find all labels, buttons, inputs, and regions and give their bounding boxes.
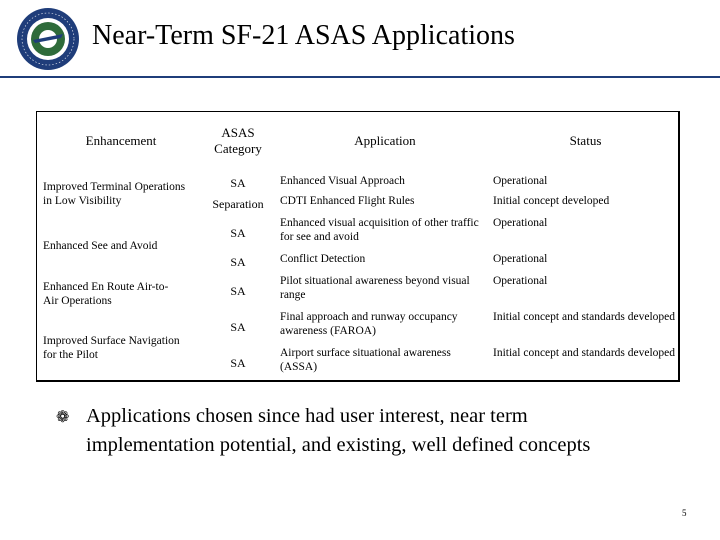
faa-seal-icon bbox=[15, 6, 81, 72]
application-cell: Airport surface situational awareness (ASSA) bbox=[280, 347, 451, 373]
faa-logo bbox=[15, 6, 81, 72]
application-cell: Final approach and runway occupancy awareness (FAROA) bbox=[280, 311, 458, 337]
category-cell: Separation bbox=[212, 197, 264, 211]
status-cell: Initial concept developed bbox=[493, 195, 610, 207]
page-number: 5 bbox=[682, 508, 687, 518]
category-cell: SA bbox=[230, 226, 246, 240]
application-cell: Enhanced visual acquisition of other traffic for see and avoid bbox=[280, 217, 479, 243]
status-cell: Operational bbox=[493, 275, 548, 287]
header-asas-category: ASAS Category bbox=[214, 125, 262, 156]
category-cell: SA bbox=[230, 356, 246, 370]
status-cell: Operational bbox=[493, 217, 548, 229]
enhancement-see-and-avoid: Enhanced See and Avoid bbox=[43, 240, 158, 252]
table-row bbox=[37, 250, 678, 272]
header-enhancement: Enhancement bbox=[85, 133, 157, 148]
application-cell: CDTI Enhanced Flight Rules bbox=[280, 195, 415, 207]
application-cell: Conflict Detection bbox=[280, 253, 366, 265]
q-bullet-icon: ❁ bbox=[56, 407, 70, 426]
bullet-text: Applications chosen since had user interest, near term implementation potential, and existing, well defined concepts bbox=[86, 405, 591, 456]
status-cell: Operational bbox=[493, 175, 548, 187]
page-title: Near-Term SF-21 ASAS Applications bbox=[92, 20, 515, 51]
title-divider bbox=[0, 76, 720, 78]
status-cell: Operational bbox=[493, 253, 548, 265]
status-cell: Initial concept and standards developed bbox=[493, 311, 676, 323]
bullet-point bbox=[56, 402, 656, 460]
header-application: Application bbox=[354, 133, 416, 148]
category-cell: SA bbox=[230, 284, 246, 298]
header-status: Status bbox=[569, 133, 602, 148]
enhancement-en-route: Enhanced En Route Air-to-Air Operations bbox=[43, 281, 169, 307]
category-cell: SA bbox=[230, 320, 246, 334]
enhancement-terminal-ops: Improved Terminal Operations in Low Visibility bbox=[43, 181, 186, 207]
application-cell: Pilot situational awareness beyond visual range bbox=[280, 275, 470, 301]
application-cell: Enhanced Visual Approach bbox=[280, 175, 405, 187]
applications-table bbox=[36, 111, 680, 382]
enhancement-surface-nav: Improved Surface Navigation for the Pilot bbox=[43, 335, 180, 361]
category-cell: SA bbox=[230, 176, 246, 190]
table-header-row bbox=[37, 112, 678, 170]
status-cell: Initial concept and standards developed bbox=[493, 347, 676, 359]
category-cell: SA bbox=[230, 255, 246, 269]
